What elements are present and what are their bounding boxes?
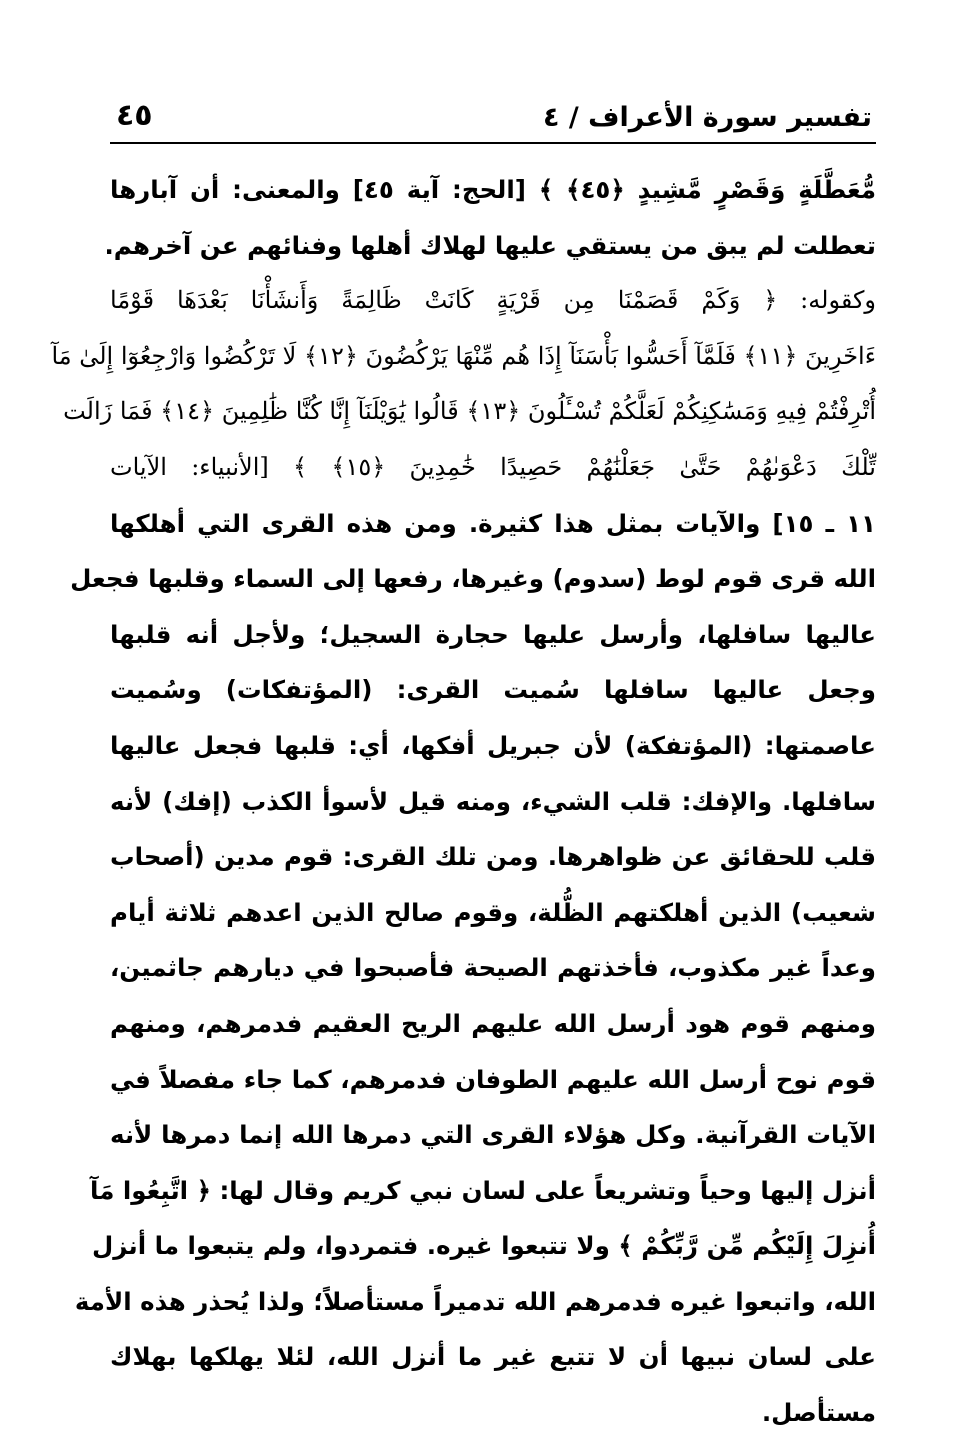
text-line: على لسان نبيها أن لا تتبع غير ما أنزل الله، لئلا يهلكها بهلاك (110, 1342, 876, 1372)
quran-verse-line: وكقوله: ﴿ وَكَمْ قَصَمْنَا مِن قَرْيَةٍ كَانَتْ ظَالِمَةً وَأَنشَأْنَا بَعْدَهَا قَوْمًا (110, 286, 876, 315)
text-line: الله، واتبعوا غيره فدمرهم الله تدميراً مستأصلاً؛ ولذا يُحذر هذه الأمة (74, 1286, 876, 1316)
text-line: ومنهم قوم هود أرسل الله عليهم الريح العقيم فدمرهم، ومنهم (110, 1008, 876, 1038)
book-page (51, 96, 876, 1428)
text-line: الله قرى قوم لوط (سدوم) وغيرها، رفعها إلى السماء وقلبها فجعل (70, 564, 876, 594)
quran-verse-line: ءَاخَرِينَ ﴿١١﴾ فَلَمَّآ أَحَسُّوا بَأْسَنَآ إِذَا هُم مِّنْهَا يَرْكُضُونَ ﴿١٢﴾ لَا تَرْكُضُوا وَارْجِعُوٓا إِلَىٰ مَآ (51, 341, 876, 370)
quran-verse-line: تِّلْكَ دَعْوَىٰهُمْ حَتَّىٰ جَعَلْنَٰهُمْ حَصِيدًا خَٰمِدِينَ ﴿١٥﴾ ﴾ [الأنبياء: الآيات (110, 452, 876, 481)
text-line: قلب للحقائق عن ظواهرها. ومن تلك القرى: قوم مدين (أصحاب (110, 842, 876, 872)
text-line: شعيب) الذين أهلكتهم الظُّلة، وقوم صالح الذين اعدهم ثلاثة أيام (110, 897, 876, 927)
text-line: وجعل عاليها سافلها سُميت القرى: (المؤتفكات) وسُميت (110, 675, 876, 705)
body-text (51, 162, 876, 1441)
running-title: تفسير سورة الأعراف / ٤ (543, 102, 872, 133)
text-line: وعداً غير مكذوب، فأخذتهم الصيحة فأصبحوا في ديارهم جاثمين، (110, 953, 876, 983)
quran-verse-line: أُتْرِفْتُمْ فِيهِ وَمَسَٰكِنِكُمْ لَعَلَّكُمْ تُسْـَٔلُونَ ﴿١٣﴾ قَالُوا يَٰوَيْلَنَآ إِنَّا كُنَّا ظَٰلِمِينَ ﴿١٤﴾ فَمَا زَالَت (63, 397, 876, 426)
text-line: تعطلت لم يبق من يستقي عليها لهلاك أهلها وفنائهم عن آخرهم. (104, 230, 876, 260)
text-line: قوم نوح أرسل الله عليهم الطوفان فدمرهم، كما جاء مفصلاً في (110, 1064, 876, 1094)
text-line: مُّعَطَّلَةٍ وَقَصْرٍ مَّشِيدٍ ﴿٤٥﴾ ﴾ [الحج: آية ٤٥] والمعنى: أن آبارها (110, 175, 876, 204)
text-line: سافلها. والإفك: قلب الشيء، ومنه قيل لأسوأ الكذب (إفك) لأنه (110, 786, 876, 816)
page-header (110, 96, 876, 144)
page-number: ٤٥ (116, 98, 153, 133)
text-line: أنزل إليها وحياً وتشريعاً على لسان نبي كريم وقال لها: ﴿ اتَّبِعُوا مَآ (90, 1175, 876, 1205)
text-line: عاصمتها: (المؤتفكة) لأن جبريل أفكها، أي: قلبها فجعل عاليها (110, 730, 876, 760)
text-line: الآيات القرآنية. وكل هؤلاء القرى التي دمرها الله إنما دمرها لأنه (110, 1120, 876, 1150)
text-line-final: مستأصل. (761, 1398, 876, 1428)
text-line: عاليها سافلها، وأرسل عليها حجارة السجيل؛ ولأجل أنه قلبها (110, 619, 876, 649)
text-line: أُنزِلَ إِلَيْكُم مِّن رَّبِّكُمْ ﴾ ولا تتبعوا غيره. فتمردوا، ولم يتبعوا ما أنزل (92, 1231, 876, 1261)
text-line: ١١ ـ ١٥] والآيات بمثل هذا كثيرة. ومن هذه القرى التي أهلكها (110, 508, 876, 538)
